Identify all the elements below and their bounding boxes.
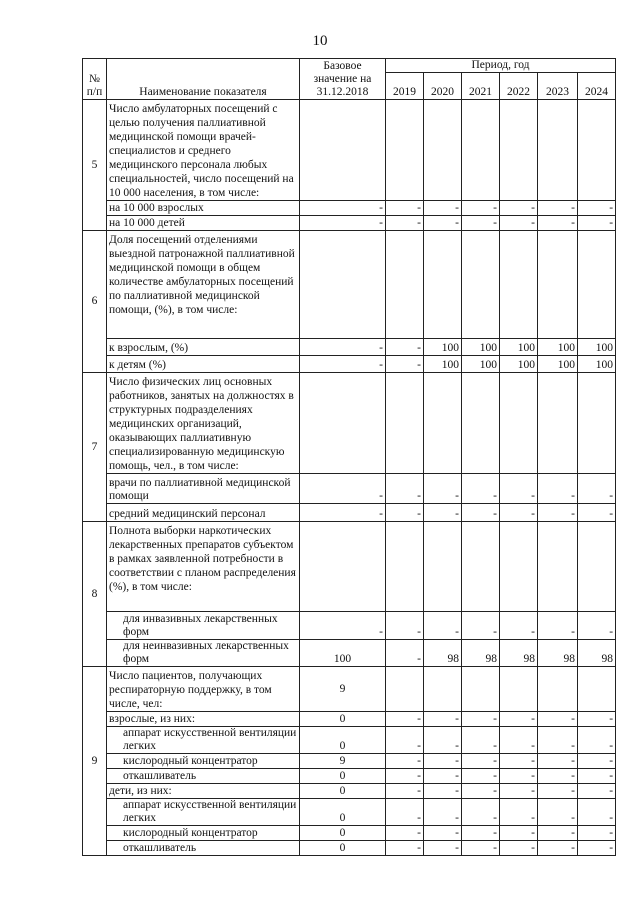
year-value: - [578, 754, 616, 769]
table-row [83, 727, 616, 754]
header-num: № п/п [83, 59, 107, 100]
year-value: - [538, 769, 578, 784]
year-value: - [538, 727, 578, 754]
section-number: 5 [83, 100, 107, 231]
year-value-empty [538, 231, 578, 339]
year-value: - [386, 356, 424, 373]
section-title-row [83, 522, 616, 612]
base-value: - [300, 612, 386, 640]
header-base: Базовое значение на 31.12.2018 [300, 59, 386, 100]
base-value: 0 [300, 769, 386, 784]
row-label: аппарат искусственной вентиляции легких [107, 799, 300, 826]
section-title-row [83, 667, 616, 712]
year-value-empty [462, 667, 500, 712]
year-value: - [578, 504, 616, 522]
year-value: 100 [578, 339, 616, 356]
year-value: 100 [500, 339, 538, 356]
year-value: - [500, 784, 538, 799]
year-value: - [386, 727, 424, 754]
base-value-empty [300, 373, 386, 474]
section-title: Число пациентов, получающих респираторную поддержку, в том числе, чел: [107, 667, 300, 712]
table-row [83, 640, 616, 667]
year-value: - [538, 216, 578, 231]
year-value: 98 [500, 640, 538, 667]
year-value-empty [538, 667, 578, 712]
base-value: 9 [300, 667, 386, 712]
year-value: - [462, 799, 500, 826]
year-value: - [386, 474, 424, 504]
year-value-empty [578, 231, 616, 339]
year-value: - [462, 727, 500, 754]
base-value-empty [300, 100, 386, 201]
year-value: 100 [538, 356, 578, 373]
year-value: - [462, 612, 500, 640]
section-title-row [83, 100, 616, 201]
base-value: - [300, 504, 386, 522]
year-value: - [538, 754, 578, 769]
table-row [83, 799, 616, 826]
table-row [83, 841, 616, 856]
year-value-empty [538, 373, 578, 474]
year-value: - [578, 799, 616, 826]
base-value: 0 [300, 784, 386, 799]
year-value: - [462, 712, 500, 727]
table-row [83, 612, 616, 640]
table-row [83, 474, 616, 504]
year-value-empty [500, 373, 538, 474]
year-value-empty [578, 100, 616, 201]
year-value-empty [500, 522, 538, 612]
year-value: 98 [462, 640, 500, 667]
table-row [83, 216, 616, 231]
year-value: - [462, 841, 500, 856]
year-value: - [386, 216, 424, 231]
year-value: - [538, 784, 578, 799]
year-value: - [500, 799, 538, 826]
year-value: - [578, 769, 616, 784]
section-title: Число физических лиц основных работников, занятых на должностях в структурных подразделениях медицинских организаций, оказывающих паллиативную специализированную медицинскую помощь, чел., в том числе: [107, 373, 300, 474]
table-body [83, 100, 616, 856]
year-value: - [578, 784, 616, 799]
year-value: - [424, 754, 462, 769]
year-value: - [500, 712, 538, 727]
year-value-empty [386, 522, 424, 612]
year-value: - [386, 201, 424, 216]
table-row [83, 504, 616, 522]
year-value-empty [578, 667, 616, 712]
table-row [83, 784, 616, 799]
year-value: - [424, 504, 462, 522]
row-label: на 10 000 детей [107, 216, 300, 231]
year-value: - [500, 754, 538, 769]
year-value-empty [424, 373, 462, 474]
year-value: - [386, 612, 424, 640]
row-label: кислородный концентратор [107, 754, 300, 769]
year-value: - [500, 474, 538, 504]
year-value-empty [424, 522, 462, 612]
year-value: - [424, 784, 462, 799]
year-value: - [538, 826, 578, 841]
table-row [83, 339, 616, 356]
year-value: - [500, 727, 538, 754]
base-value-empty [300, 522, 386, 612]
year-value: 100 [462, 356, 500, 373]
section-number: 9 [83, 667, 107, 856]
year-value: - [578, 216, 616, 231]
row-label: средний медицинский персонал [107, 504, 300, 522]
base-value: 0 [300, 826, 386, 841]
year-value: - [462, 504, 500, 522]
year-value: - [500, 826, 538, 841]
year-value: - [538, 201, 578, 216]
year-value-empty [500, 100, 538, 201]
section-title: Число амбулаторных посещений с целью получения паллиативной медицинской помощи врачей-специалистов и среднего медицинского персонала любых специальностей, число посещений на 10 000 населения, в том числе: [107, 100, 300, 201]
year-value: - [578, 201, 616, 216]
header-year: 2024 [578, 73, 616, 100]
year-value: 98 [538, 640, 578, 667]
table-row [83, 769, 616, 784]
year-value: - [462, 784, 500, 799]
base-value: 0 [300, 799, 386, 826]
year-value: - [424, 727, 462, 754]
year-value: - [386, 504, 424, 522]
base-value: 0 [300, 841, 386, 856]
year-value: - [424, 841, 462, 856]
indicators-table [82, 58, 616, 856]
year-value-empty [462, 231, 500, 339]
section-title-row [83, 373, 616, 474]
year-value: - [424, 201, 462, 216]
row-label: взрослые, из них: [107, 712, 300, 727]
base-value: - [300, 474, 386, 504]
year-value: - [500, 612, 538, 640]
year-value: - [424, 799, 462, 826]
base-value: 0 [300, 712, 386, 727]
year-value-empty [424, 100, 462, 201]
year-value: - [424, 769, 462, 784]
year-value-empty [538, 522, 578, 612]
year-value: - [424, 474, 462, 504]
year-value: 100 [500, 356, 538, 373]
year-value: - [538, 612, 578, 640]
year-value: - [578, 727, 616, 754]
year-value-empty [500, 231, 538, 339]
year-value: - [386, 769, 424, 784]
header-year: 2021 [462, 73, 500, 100]
year-value-empty [538, 100, 578, 201]
base-value: 9 [300, 754, 386, 769]
year-value: 100 [424, 356, 462, 373]
year-value: - [500, 504, 538, 522]
year-value: - [462, 216, 500, 231]
year-value: - [424, 712, 462, 727]
row-label: откашливатель [107, 841, 300, 856]
row-label: аппарат искусственной вентиляции легких [107, 727, 300, 754]
year-value: - [500, 216, 538, 231]
row-label: для неинвазивных лекарственных форм [107, 640, 300, 667]
page-number: 10 [312, 33, 328, 49]
year-value: - [424, 612, 462, 640]
table-row [83, 712, 616, 727]
header-year: 2020 [424, 73, 462, 100]
row-label: откашливатель [107, 769, 300, 784]
year-value: - [386, 784, 424, 799]
base-value: - [300, 339, 386, 356]
year-value-empty [386, 231, 424, 339]
year-value-empty [424, 667, 462, 712]
year-value: - [538, 504, 578, 522]
header-year: 2023 [538, 73, 578, 100]
year-value-empty [462, 522, 500, 612]
header-period: Период, год [386, 59, 616, 73]
year-value: - [386, 841, 424, 856]
row-label: для инвазивных лекарственных форм [107, 612, 300, 640]
year-value: - [386, 712, 424, 727]
year-value-empty [578, 522, 616, 612]
section-number: 6 [83, 231, 107, 373]
year-value: - [538, 474, 578, 504]
year-value-empty [462, 373, 500, 474]
year-value: - [386, 339, 424, 356]
year-value: - [578, 474, 616, 504]
year-value-empty [500, 667, 538, 712]
row-label: на 10 000 взрослых [107, 201, 300, 216]
year-value-empty [386, 373, 424, 474]
section-title-row [83, 231, 616, 339]
year-value: - [578, 712, 616, 727]
year-value: - [386, 826, 424, 841]
year-value-empty [386, 667, 424, 712]
year-value: - [424, 216, 462, 231]
year-value: - [578, 841, 616, 856]
header-year: 2019 [386, 73, 424, 100]
year-value: - [538, 841, 578, 856]
base-value: - [300, 201, 386, 216]
year-value: - [462, 201, 500, 216]
year-value: - [462, 474, 500, 504]
row-label: врачи по паллиативной медицинской помощи [107, 474, 300, 504]
year-value: 98 [424, 640, 462, 667]
year-value: 100 [424, 339, 462, 356]
table-row [83, 754, 616, 769]
row-label: кислородный концентратор [107, 826, 300, 841]
year-value: - [386, 640, 424, 667]
year-value: 100 [578, 356, 616, 373]
year-value-empty [578, 373, 616, 474]
row-label: к детям (%) [107, 356, 300, 373]
base-value: 0 [300, 727, 386, 754]
year-value: - [538, 799, 578, 826]
year-value: - [462, 754, 500, 769]
year-value: - [386, 754, 424, 769]
base-value: - [300, 356, 386, 373]
year-value: - [538, 712, 578, 727]
year-value: 98 [578, 640, 616, 667]
row-label: дети, из них: [107, 784, 300, 799]
year-value: - [500, 769, 538, 784]
year-value: - [462, 826, 500, 841]
base-value: 100 [300, 640, 386, 667]
section-number: 7 [83, 373, 107, 522]
base-value: - [300, 216, 386, 231]
section-number: 8 [83, 522, 107, 667]
header-year: 2022 [500, 73, 538, 100]
table-row [83, 356, 616, 373]
row-label: к взрослым, (%) [107, 339, 300, 356]
header-name: Наименование показателя [107, 59, 300, 100]
year-value: - [578, 826, 616, 841]
year-value: - [424, 826, 462, 841]
year-value: 100 [538, 339, 578, 356]
year-value: - [500, 841, 538, 856]
year-value: - [500, 201, 538, 216]
table-row [83, 201, 616, 216]
year-value: - [386, 799, 424, 826]
table-row [83, 826, 616, 841]
section-title: Доля посещений отделениями выездной патронажной паллиативной медицинской помощи в общем количестве амбулаторных посещений по паллиативной медицинской помощи, (%), в том числе: [107, 231, 300, 339]
year-value-empty [462, 100, 500, 201]
year-value-empty [386, 100, 424, 201]
year-value-empty [424, 231, 462, 339]
year-value: - [462, 769, 500, 784]
year-value: - [578, 612, 616, 640]
base-value-empty [300, 231, 386, 339]
section-title: Полнота выборки наркотических лекарственных препаратов субъектом в рамках заявленной потребности в соответствии с планом распределения (%), в том числе: [107, 522, 300, 612]
year-value: 100 [462, 339, 500, 356]
